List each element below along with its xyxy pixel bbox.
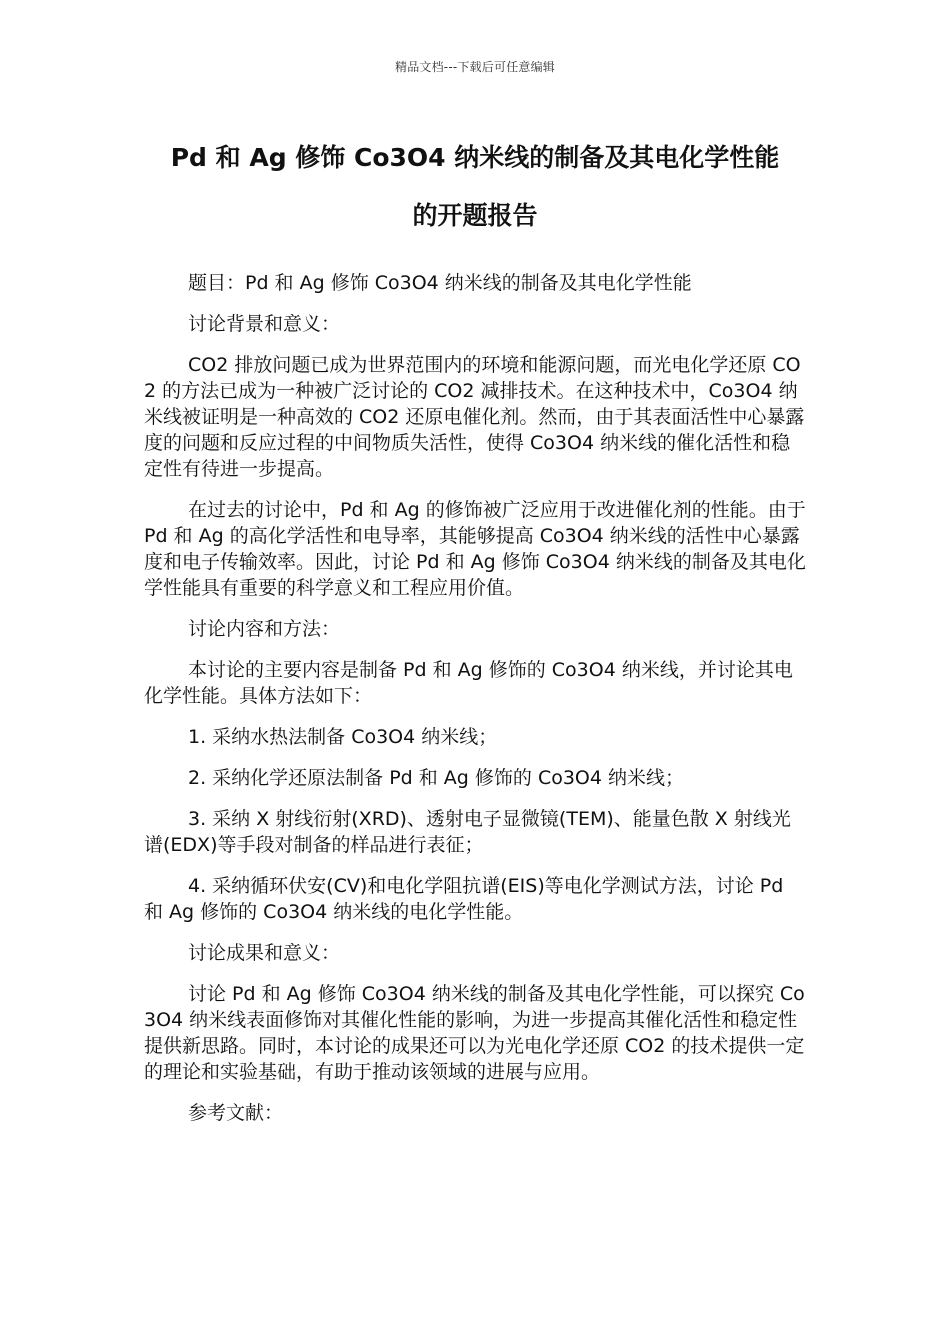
section-heading-methods: 讨论内容和方法： <box>188 618 341 640</box>
document-title-line-2: 的开题报告 <box>412 201 538 230</box>
topic-line: 题目：Pd 和 Ag 修饰 Co3O4 纳米线的制备及其电化学性能 <box>188 272 692 294</box>
method-item-2: 2. 采纳化学还原法制备 Pd 和 Ag 修饰的 Co3O4 纳米线； <box>188 767 685 789</box>
method-item-1: 1. 采纳水热法制备 Co3O4 纳米线； <box>188 726 498 748</box>
method-item-3: 3. 采纳 X 射线衍射(XRD)、透射电子显微镜(TEM)、能量色散 X 射线光谱(EDX)等手段对制备的样品进行表征； <box>144 808 791 856</box>
document-body <box>144 270 808 1141</box>
background-paragraph-1: CO2 排放问题已成为世界范围内的环境和能源问题，而光电化学还原 CO2 的方法已成为一种被广泛讨论的 CO2 减排技术。在这种技术中，Co3O4 纳米线被证明是一种高效的 CO2 还原电催化剂。然而，由于其表面活性中心暴露度的问题和反应过程的中间物质失活性，使得 Co3O4 纳米线的催化活性和稳定性有待进一步提高。 <box>144 354 805 480</box>
method-item-4: 4. 采纳循环伏安(CV)和电化学阻抗谱(EIS)等电化学测试方法，讨论 Pd 和 Ag 修饰的 Co3O4 纳米线的电化学性能。 <box>144 875 784 923</box>
section-heading-results: 讨论成果和意义： <box>188 942 341 964</box>
header-note: 精品文档---下载后可任意编辑 <box>395 60 555 74</box>
methods-intro-paragraph: 本讨论的主要内容是制备 Pd 和 Ag 修饰的 Co3O4 纳米线，并讨论其电化学性能。具体方法如下： <box>144 659 793 707</box>
section-heading-background: 讨论背景和意义： <box>188 313 341 335</box>
section-heading-references: 参考文献： <box>188 1102 284 1124</box>
results-paragraph: 讨论 Pd 和 Ag 修饰 Co3O4 纳米线的制备及其电化学性能，可以探究 Co3O4 纳米线表面修饰对其催化性能的影响，为进一步提高其催化活性和稳定性提供新思路。同时，本讨论的成果还可以为光电化学还原 CO2 的技术提供一定的理论和实验基础，有助于推动该领域的进展与应用。 <box>144 983 805 1083</box>
document-title-line-1: Pd 和 Ag 修饰 Co3O4 纳米线的制备及其电化学性能 <box>170 143 780 172</box>
background-paragraph-2: 在过去的讨论中，Pd 和 Ag 的修饰被广泛应用于改进催化剂的性能。由于 Pd 和 Ag 的高化学活性和电导率，其能够提高 Co3O4 纳米线的活性中心暴露度和电子传输效率。因此，讨论 Pd 和 Ag 修饰 Co3O4 纳米线的制备及其电化学性能具有重要的科学意义和工程应用价值。 <box>144 499 806 599</box>
